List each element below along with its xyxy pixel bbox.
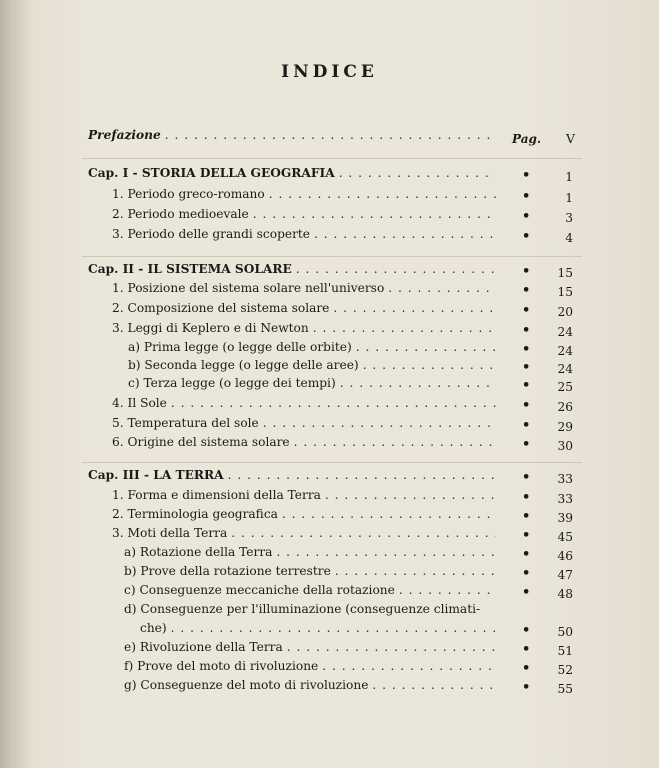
bullet-mark: • — [522, 209, 531, 224]
dot-leader — [282, 507, 496, 521]
dot-leader — [228, 468, 496, 482]
book-spine — [0, 0, 14, 768]
dot-leader — [263, 416, 496, 430]
bullet-mark: • — [522, 378, 531, 393]
bullet-mark: • — [522, 566, 531, 581]
bullet-mark: • — [522, 264, 531, 279]
toc-label: 2. Periodo medioevale — [112, 207, 249, 221]
bullet-mark: • — [522, 547, 531, 562]
toc-label: a) Prima legge (o legge delle orbite) — [128, 340, 352, 354]
toc-page-number: 15 — [557, 285, 573, 299]
toc-label: a) Rotazione della Terra — [124, 545, 273, 559]
bullet-mark: • — [522, 168, 531, 183]
toc-label: b) Seconda legge (o legge delle aree) — [128, 358, 359, 372]
toc-page-number: 24 — [557, 362, 573, 376]
toc-page-number: 47 — [557, 568, 573, 582]
toc-label: 6. Origine del sistema solare — [112, 435, 290, 449]
dot-leader — [276, 545, 496, 559]
toc-page-number: 52 — [557, 663, 573, 677]
toc-label: 1. Posizione del sistema solare nell'universo — [112, 281, 385, 295]
toc-row — [128, 376, 500, 396]
toc-label: 1. Periodo greco-romano — [112, 187, 265, 201]
toc-row — [128, 358, 500, 378]
dot-leader — [339, 166, 496, 180]
toc-label: 4. Il Sole — [112, 396, 167, 410]
dot-leader — [335, 564, 496, 578]
bullet-mark: • — [522, 303, 531, 318]
toc-row — [112, 227, 500, 247]
toc-row-wrapped — [124, 602, 524, 622]
toc-page-number: 46 — [557, 549, 573, 563]
dot-leader — [314, 227, 496, 241]
bullet-mark: • — [522, 398, 531, 413]
toc-row — [112, 301, 500, 321]
toc-page-number: 3 — [565, 211, 573, 225]
toc-row — [124, 564, 500, 584]
dot-leader — [333, 301, 496, 315]
dot-leader — [171, 396, 496, 410]
toc-label: 2. Terminologia geografica — [112, 507, 278, 521]
section-divider — [82, 462, 582, 463]
toc-page-number: 20 — [557, 305, 573, 319]
toc-row-prefazione — [88, 128, 500, 148]
pag-label: Pag. — [512, 132, 542, 146]
dot-leader — [399, 583, 496, 597]
toc-row — [140, 621, 500, 641]
toc-row — [112, 435, 500, 455]
dot-leader — [372, 678, 496, 692]
dot-leader — [322, 659, 496, 673]
toc-label: che) — [140, 621, 167, 635]
bullet-mark: • — [522, 189, 531, 204]
toc-label: 3. Moti della Terra — [112, 526, 228, 540]
toc-page-number: 48 — [557, 587, 573, 601]
bullet-mark: • — [522, 418, 531, 433]
dot-leader — [253, 207, 496, 221]
toc-page-number: 33 — [557, 472, 573, 486]
toc-page-number: 55 — [557, 682, 573, 696]
toc-row — [124, 678, 500, 698]
toc-page-number: 51 — [557, 644, 573, 658]
bullet-mark: • — [522, 623, 531, 638]
toc-row — [124, 640, 500, 660]
toc-page-number: 25 — [557, 380, 573, 394]
toc-page-number: 39 — [557, 511, 573, 525]
toc-page-number: 30 — [557, 439, 573, 453]
dot-leader — [231, 526, 496, 540]
bullet-mark: • — [522, 470, 531, 485]
toc-row — [112, 488, 500, 508]
toc-row — [124, 659, 500, 679]
section-divider — [82, 158, 582, 159]
dot-leader — [356, 340, 496, 354]
toc-label: 2. Composizione del sistema solare — [112, 301, 330, 315]
toc-label: Cap. III - LA TERRA — [88, 468, 224, 482]
toc-chapter-row — [88, 262, 500, 282]
toc-page-number: 1 — [565, 170, 573, 184]
dot-leader — [287, 640, 496, 654]
toc-page-number: V — [566, 131, 576, 146]
dot-leader — [171, 621, 496, 635]
bullet-mark: • — [522, 229, 531, 244]
toc-label: c) Terza legge (o legge dei tempi) — [128, 376, 336, 390]
toc-row — [112, 396, 500, 416]
toc-label: 3. Leggi di Keplero e di Newton — [112, 321, 309, 335]
dot-leader — [388, 281, 496, 295]
dot-leader — [269, 187, 496, 201]
toc-row — [128, 340, 500, 360]
toc-label: 1. Forma e dimensioni della Terra — [112, 488, 321, 502]
dot-leader — [296, 262, 496, 276]
toc-page-number: 26 — [557, 400, 573, 414]
toc-label: f) Prove del moto di rivoluzione — [124, 659, 319, 673]
toc-page-number: 4 — [565, 231, 573, 245]
bullet-mark: • — [522, 360, 531, 375]
bullet-mark: • — [522, 509, 531, 524]
toc-page-number: 24 — [557, 325, 573, 339]
toc-label: e) Rivoluzione della Terra — [124, 640, 283, 654]
toc-label: 3. Periodo delle grandi scoperte — [112, 227, 311, 241]
toc-row — [124, 545, 500, 565]
toc-label: d) Conseguenze per l'illuminazione (conseguenze climati- — [124, 602, 481, 616]
section-divider — [82, 256, 582, 257]
dot-leader — [313, 321, 496, 335]
toc-row — [112, 281, 500, 301]
toc-row — [112, 187, 500, 207]
toc-row — [112, 416, 500, 436]
toc-label: g) Conseguenze del moto di rivoluzione — [124, 678, 369, 692]
bullet-mark: • — [522, 323, 531, 338]
toc-page-number: 15 — [557, 266, 573, 280]
bullet-mark: • — [522, 642, 531, 657]
toc-label: c) Conseguenze meccaniche della rotazione — [124, 583, 395, 597]
toc-page-number: 1 — [565, 191, 573, 205]
toc-page-number: 33 — [557, 492, 573, 506]
bullet-mark: • — [522, 528, 531, 543]
bullet-mark: • — [522, 680, 531, 695]
toc-page-number: 50 — [557, 625, 573, 639]
toc-row — [112, 207, 500, 227]
dot-leader — [325, 488, 496, 502]
toc-label: Prefazione — [88, 128, 161, 142]
bullet-mark: • — [522, 490, 531, 505]
toc-chapter-row — [88, 166, 500, 186]
toc-label: b) Prove della rotazione terrestre — [124, 564, 331, 578]
dot-leader — [294, 435, 496, 449]
page-title: INDICE — [281, 62, 378, 82]
bullet-mark: • — [522, 283, 531, 298]
toc-chapter-row — [88, 468, 500, 488]
toc-row — [124, 583, 500, 603]
toc-row — [112, 321, 500, 341]
bullet-mark: • — [522, 661, 531, 676]
toc-row — [112, 526, 500, 546]
toc-row — [112, 507, 500, 527]
toc-label: Cap. II - IL SISTEMA SOLARE — [88, 262, 292, 276]
dot-leader — [165, 128, 496, 142]
toc-page-number: 24 — [557, 344, 573, 358]
dot-leader — [340, 376, 496, 390]
toc-page-number: 29 — [557, 420, 573, 434]
bullet-mark: • — [522, 437, 531, 452]
toc-label: 5. Temperatura del sole — [112, 416, 259, 430]
toc-label: Cap. I - STORIA DELLA GEOGRAFIA — [88, 166, 335, 180]
toc-page-number: 45 — [557, 530, 573, 544]
bullet-mark: • — [522, 342, 531, 357]
bullet-mark: • — [522, 585, 531, 600]
dot-leader — [363, 358, 496, 372]
